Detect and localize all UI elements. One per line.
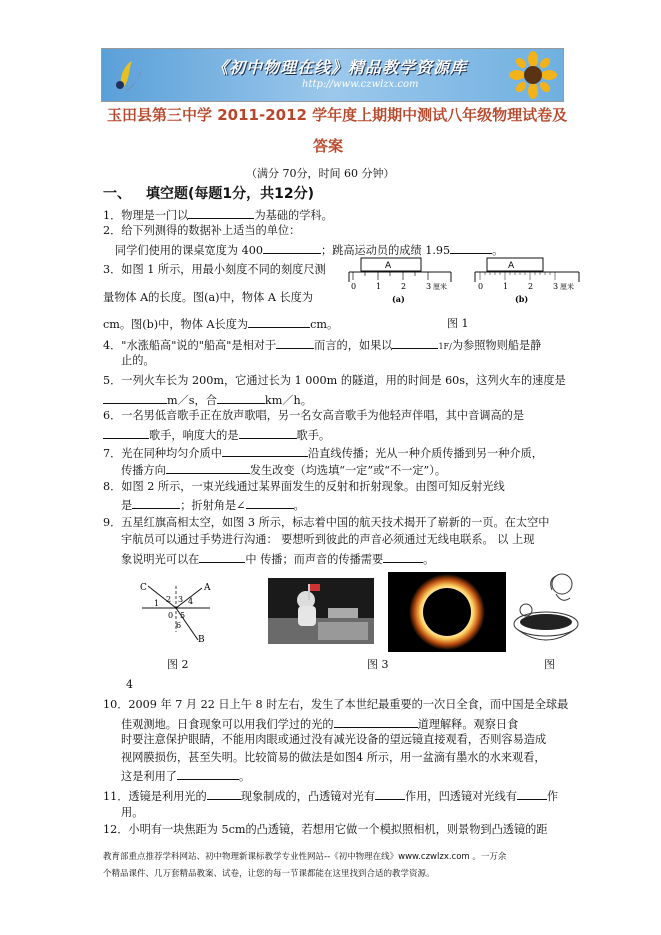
page-title: 玉田县第三中学 2011-2012 学年度上期期中测试八年级物理试卷及 [107, 106, 568, 124]
q8-text-b: ；折射角是∠ [180, 499, 246, 512]
q11-text-c: 作用，凹透镜对光线有 [405, 790, 517, 803]
section-number: 一、 [103, 186, 131, 202]
q8-blank-1[interactable] [132, 497, 180, 509]
q11-blank-1[interactable] [207, 788, 241, 800]
ruler-b [475, 258, 579, 304]
question-10-line5 [121, 768, 250, 784]
q6-blank-2[interactable] [239, 427, 297, 439]
question-7-line1 [103, 445, 543, 461]
astronaut-photo [268, 578, 374, 644]
q9-blank-1[interactable] [199, 551, 245, 563]
ruler-a-tick-2: 2 [401, 282, 407, 291]
q10-text-c: 这是利用了 [121, 770, 177, 783]
figure-1-rulers [343, 256, 583, 306]
q2-blank-1[interactable] [263, 242, 321, 254]
q10-blank-2[interactable] [177, 768, 239, 780]
figure-1-caption: 图 1 [447, 317, 469, 330]
figure-4-basin-illustration [512, 570, 582, 650]
footer-line1: 教育部重点推荐学科网站、初中物理新课标教学专业性网站--《初中物理在线》www.czwlzx.com 。一万余 [103, 852, 507, 862]
site-banner [101, 48, 564, 102]
question-8-line2 [121, 497, 305, 513]
figure-2-light-diagram [138, 580, 214, 644]
question-2: 2．给下列测得的数据补上适当的单位： [103, 224, 301, 237]
question-10-line4: 视网膜损伤，甚至失明。比较简易的做法是如图4 所示，用一盆滴有墨水的水来观看， [121, 751, 546, 764]
ruler-b-tick-3: 3 [553, 282, 559, 291]
q7-text-d: 发生改变（均选填“一定”或“不一定”）。 [249, 464, 447, 477]
q7-blank-2[interactable] [166, 462, 250, 474]
q9-blank-2[interactable] [383, 551, 423, 563]
q7-text-c: 传播方向 [121, 464, 166, 477]
q2-part2: ；跳高运动员的成绩 1.95 [320, 244, 451, 257]
q3-text-b: cm。 [310, 318, 339, 331]
q5-blank-1[interactable] [103, 392, 167, 404]
q10-text-b: 道理解释。观察日食 [417, 718, 519, 731]
fig2-label-a: A [204, 583, 211, 593]
q11-text-d: 作 [546, 790, 559, 803]
page-subtitle: （满分 70分，时间 60 分钟） [246, 167, 395, 180]
ruler-b-tick-2: 2 [528, 282, 534, 291]
figure-2-caption: 图 2 [167, 658, 189, 671]
question-9-line2: 宇航员可以通过手势进行沟通： 要想听到彼此的声音必须通过无线电联系。 以 上现 [121, 533, 535, 546]
q11-blank-2[interactable] [375, 788, 405, 800]
ruler-a-tick-3: 3 [426, 282, 432, 291]
q11-blank-3[interactable] [517, 788, 547, 800]
q1-text: 1．物理是一门以 [103, 209, 189, 222]
ruler-a-tick-1: 1 [376, 282, 382, 291]
astronaut-icon [268, 578, 374, 644]
ruler-a [349, 258, 451, 304]
question-6-line2 [103, 427, 330, 443]
q4-text-b: 而言的，如果以 [314, 339, 393, 352]
q6-blank-1[interactable] [103, 427, 149, 439]
q8-text-c: 。 [293, 499, 305, 512]
question-4-line1 [103, 337, 541, 354]
question-9-line3 [121, 551, 434, 567]
q11-text-b: 现象制成的，凸透镜对光有 [240, 790, 376, 803]
question-1 [103, 207, 333, 223]
ruler-b-unit: 厘米 [560, 283, 574, 291]
q2-blank-2[interactable] [450, 242, 492, 254]
ruler-a-object: A [385, 261, 392, 271]
sunflower-icon [507, 51, 559, 99]
question-12-line1: 12．小明有一块焦距为 5cm的凸透镜，若想用它做一个模拟照相机，则景物到凸透镜的距 [103, 823, 548, 836]
q4-stray-mark: 1F/ [438, 342, 452, 351]
ruler-b-object: A [508, 261, 515, 271]
q4-blank-2[interactable] [392, 337, 438, 349]
page-title-line2: 答案 [313, 137, 344, 155]
ruler-b-tick-0: 0 [478, 282, 484, 291]
question-8-line1: 8．如图 2 所示，一束光线通过某界面发生的反射和折射现象。由图可知反射光线 [103, 480, 505, 493]
q7-text-a: 7．光在同种均匀介质中 [103, 447, 222, 460]
fig2-label-b: B [198, 635, 205, 644]
q2-end: 。 [492, 244, 504, 257]
figure-3-caption: 图 3 [367, 658, 389, 671]
q1-blank[interactable] [188, 207, 254, 219]
section-title: 填空题(每题1分，共12分) [146, 186, 315, 202]
fig2-label-0: 0 [168, 611, 174, 620]
ruler-a-label: (a) [392, 294, 405, 304]
q10-text-a: 佳观测地。日食现象可以用我们学过的光的 [121, 718, 334, 731]
q7-text-b: 沿直线传播；光从一种介质传播到另一种介质， [308, 447, 543, 460]
q3-blank[interactable] [248, 316, 310, 328]
q9-text-c: 。 [423, 553, 435, 566]
fig2-label-2: 2 [166, 595, 172, 604]
ruler-a-unit: 厘米 [433, 283, 447, 291]
q1-text-end: 为基础的学科。 [254, 209, 333, 222]
question-10-line1: 10．2009 年 7 月 22 日上午 8 时左右，发生了本世纪最重要的一次日全食，而中国是全球最 [103, 698, 569, 711]
q10-blank-1[interactable] [334, 716, 418, 728]
fig2-label-1: 1 [154, 599, 160, 608]
q11-text-a: 11．透镜是利用光的 [103, 790, 207, 803]
question-9-line1: 9．五星红旗高相太空，如图 3 所示，标志着中国的航天技术揭开了崭新的一页。在太空中 [103, 516, 550, 529]
fig2-label-6: 6 [176, 621, 182, 630]
question-3-line1: 3．如图 1 所示，用最小刻度不同的刻度尺测 [103, 263, 326, 276]
question-11-line2: 用。 [121, 806, 144, 819]
question-3-line3 [103, 316, 338, 332]
question-11-line1 [103, 788, 558, 804]
q4-text-c: 为参照物则船是静 [451, 339, 542, 352]
q6-text-a: 歌手，响度大的是 [149, 429, 239, 442]
fig2-label-c: C [140, 583, 147, 593]
q9-text-b: 中 传播；而声音的传播需要 [245, 553, 384, 566]
q10-text-d: 。 [238, 770, 251, 783]
q7-blank-1[interactable] [222, 445, 308, 457]
q5-text-b: km／h。 [264, 394, 312, 407]
solar-eclipse-icon [388, 572, 506, 652]
eclipse-photo [388, 572, 506, 652]
figure-4-caption: 图 [544, 658, 555, 671]
fig2-label-4: 4 [188, 597, 194, 606]
fig2-label-5: 5 [180, 611, 186, 620]
site-logo-icon [108, 55, 148, 95]
question-5-line1: 5．一列火车长为 200m，它通过长为 1 000m 的隧道，用的时间是 60s，这列火车的速度是 [103, 374, 566, 387]
figure-4-number: 4 [126, 678, 133, 691]
fig2-label-3: 3 [178, 595, 184, 604]
question-5-line2 [103, 392, 312, 408]
q2-part1: 同学们使用的课桌宽度为 400 [115, 244, 263, 257]
q9-text-a: 象说明光可以在 [121, 553, 200, 566]
question-10-line2 [121, 716, 518, 732]
q8-blank-2[interactable] [246, 497, 294, 509]
q8-text-a: 是 [121, 499, 133, 512]
banner-url[interactable]: http://www.czwlzx.com [302, 79, 419, 90]
footer-line2: 个精品课件、几万套精品教案、试卷，让您的每一节课都能在这里找到合适的教学资源。 [103, 869, 435, 879]
question-7-line2 [121, 462, 446, 478]
q6-text-b: 歌手。 [296, 429, 331, 442]
question-3-line2: 量物体 A的长度。图(a)中，物体 A 长度为 [103, 291, 314, 304]
question-6-line1: 6．一名男低音歌手正在放声歌唱，另一名女高音歌手为他轻声伴唱，其中音调高的是 [103, 409, 525, 422]
banner-title: 《初中物理在线》精品教学资源库 [212, 58, 468, 77]
ruler-b-label: (b) [515, 294, 529, 304]
q5-text-a: m／s，合 [167, 394, 217, 407]
q4-text-a: 4．"水涨船高"说的"船高"是相对于 [103, 339, 277, 352]
ruler-a-tick-0: 0 [351, 282, 357, 291]
q4-blank-1[interactable] [276, 337, 314, 349]
question-4-line2: 止的。 [121, 354, 155, 367]
ruler-b-tick-1: 1 [503, 282, 509, 291]
question-10-line3: 时要注意保护眼睛，不能用肉眼或通过没有减光设备的望远镜直接观看，否则容易造成 [121, 733, 547, 746]
q3-text-a: cm。图(b)中，物体 A长度为 [103, 318, 249, 331]
q5-blank-2[interactable] [217, 392, 265, 404]
